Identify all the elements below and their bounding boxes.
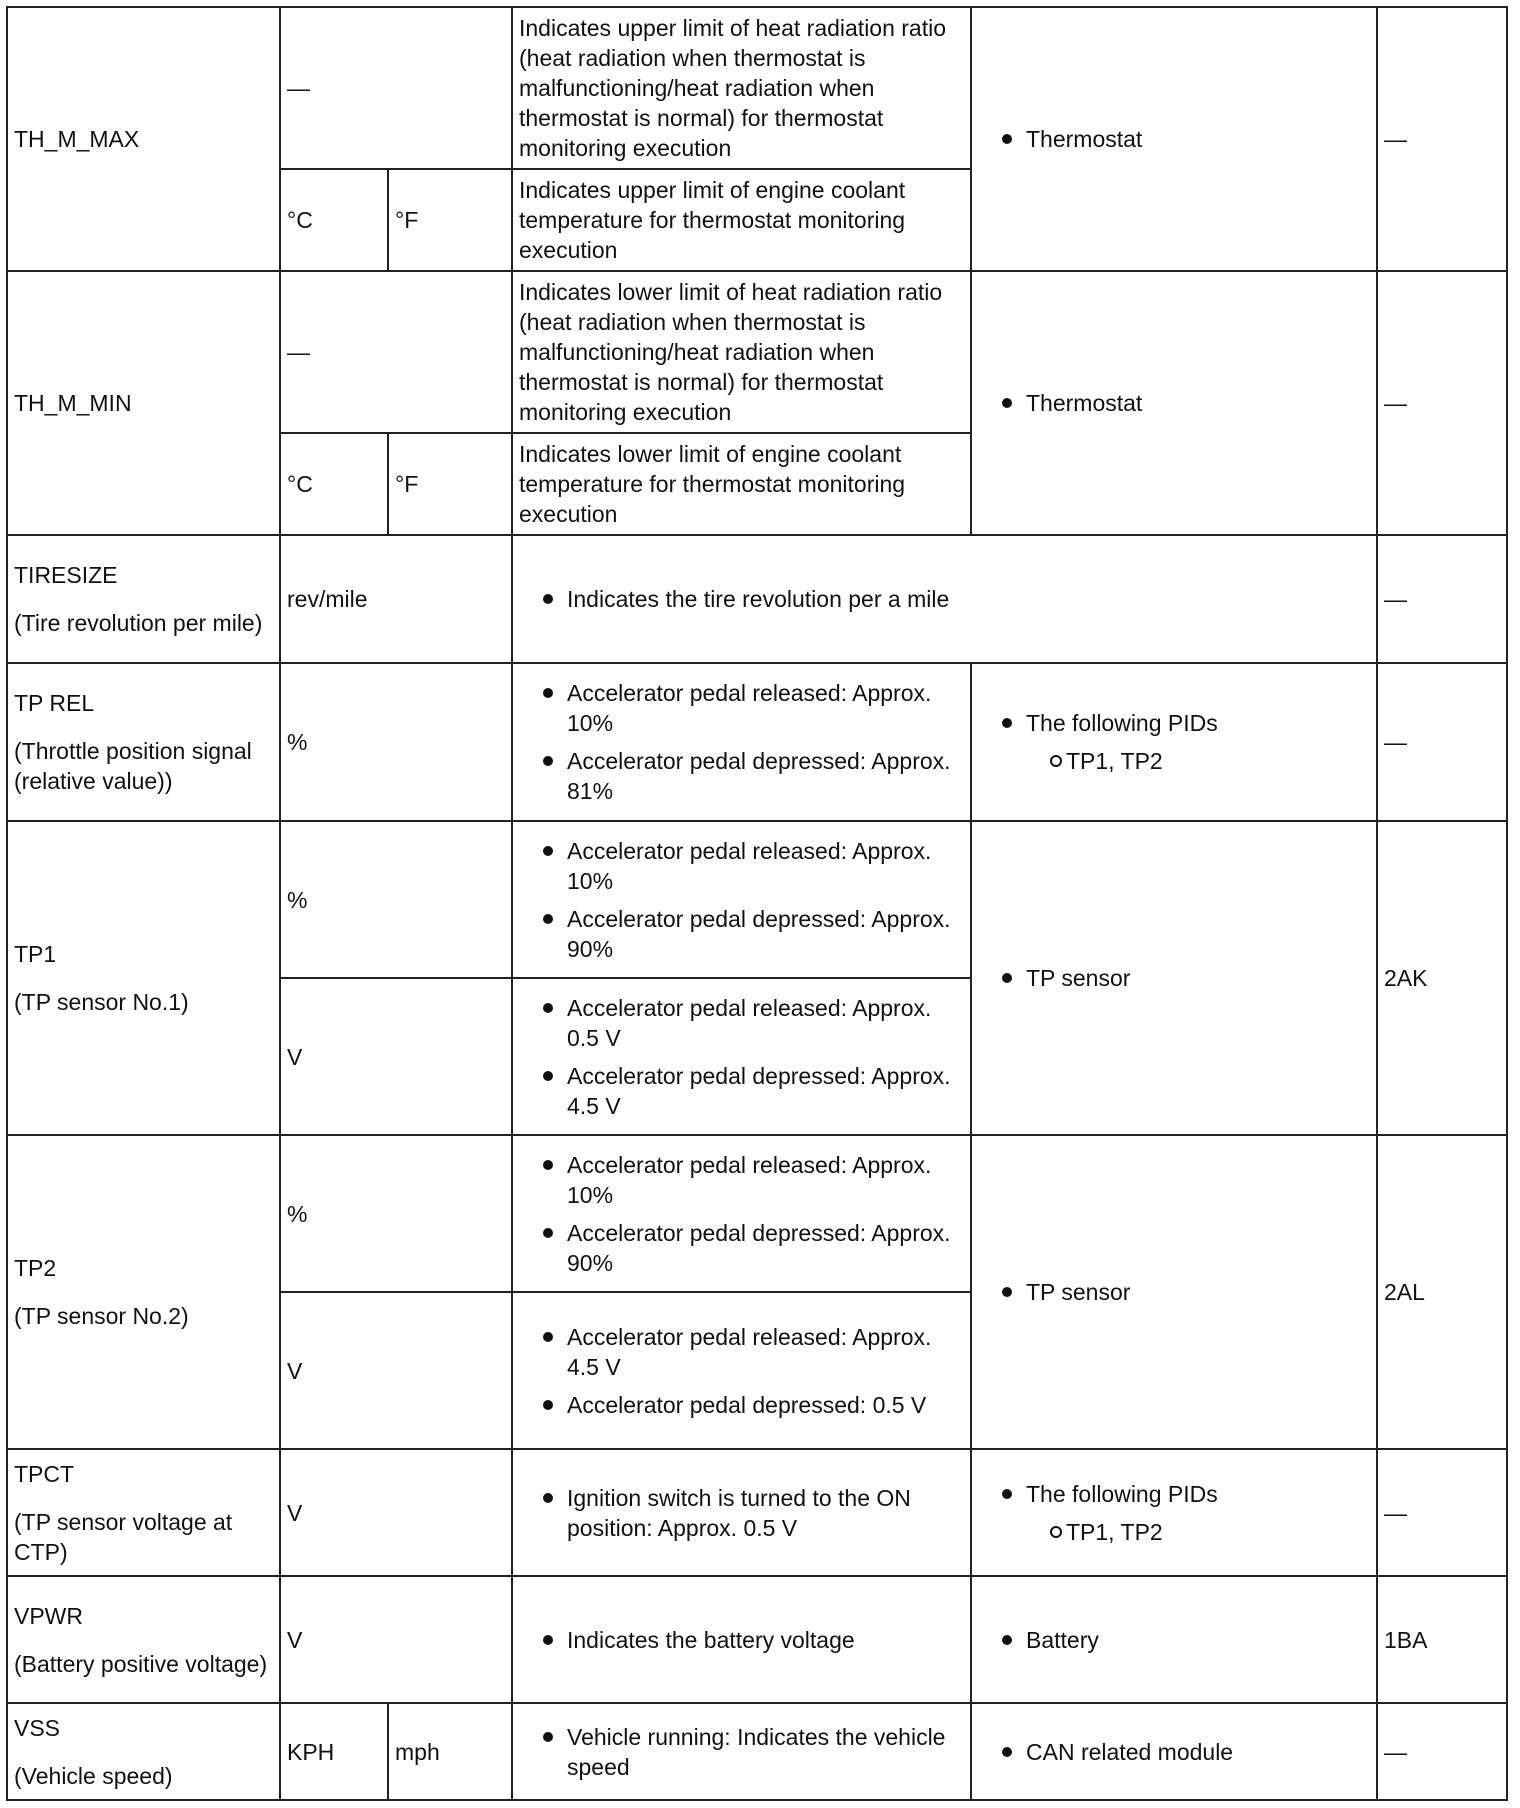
terminal: — xyxy=(1377,1703,1507,1800)
terminal: — xyxy=(1377,535,1507,663)
table-row xyxy=(7,1449,1507,1576)
check-item-text: TP sensor xyxy=(978,1277,1370,1307)
unit: — xyxy=(280,7,512,169)
table-row xyxy=(7,1703,1507,1800)
check-item-text: Battery xyxy=(978,1625,1370,1655)
pid-cell xyxy=(7,663,280,821)
check-item xyxy=(971,821,1377,1135)
unit: % xyxy=(280,663,512,821)
check-item-text: TP sensor xyxy=(978,963,1370,993)
check-subitem: TP1, TP2 xyxy=(1026,1517,1370,1547)
condition-text: Accelerator pedal depressed: 0.5 V xyxy=(519,1390,964,1420)
pid-name: TP REL xyxy=(14,690,95,716)
check-item-label: The following PIDs xyxy=(1026,710,1218,736)
unit: — xyxy=(280,271,512,433)
terminal: 1BA xyxy=(1377,1576,1507,1703)
check-item xyxy=(971,271,1377,535)
pid-description: (Throttle position signal (relative value)) xyxy=(14,738,252,794)
table-row xyxy=(7,1576,1507,1703)
condition xyxy=(512,1449,971,1576)
pid-description: (Vehicle speed) xyxy=(14,1762,173,1789)
condition-text: Accelerator pedal released: Approx. 10% xyxy=(519,836,964,896)
check-item xyxy=(971,1576,1377,1703)
pid-cell xyxy=(7,535,280,663)
condition-text: Ignition switch is turned to the ON position: Approx. 0.5 V xyxy=(519,1483,964,1543)
pid-name: TP1 xyxy=(14,941,57,967)
terminal: 2AL xyxy=(1377,1135,1507,1449)
unit-imperial: °F xyxy=(388,433,512,535)
pid-cell xyxy=(7,1576,280,1703)
pid-description: (Battery positive voltage) xyxy=(14,1650,268,1677)
pid-cell xyxy=(7,1449,280,1576)
pid-name: TH_M_MIN xyxy=(7,271,280,535)
table-row xyxy=(7,7,1507,169)
pid-description: (TP sensor voltage at CTP) xyxy=(14,1508,233,1565)
unit-metric: KPH xyxy=(280,1703,388,1800)
condition-text: Vehicle running: Indicates the vehicle speed xyxy=(519,1722,964,1782)
pid-description: (Tire revolution per mile) xyxy=(14,610,263,636)
check-item-text: Thermostat xyxy=(978,388,1370,418)
condition-text: Accelerator pedal depressed: Approx. 81% xyxy=(519,746,964,806)
unit-imperial: mph xyxy=(388,1703,512,1800)
unit: V xyxy=(280,1292,512,1449)
check-item xyxy=(971,1703,1377,1800)
terminal: — xyxy=(1377,663,1507,821)
unit: % xyxy=(280,821,512,978)
condition-text: Accelerator pedal released: Approx. 10% xyxy=(519,678,964,738)
check-item-text: CAN related module xyxy=(978,1737,1370,1767)
condition: Indicates upper limit of heat radiation ratio (heat radiation when thermostat is malfunctioning/heat radiation when thermostat is normal) for thermostat monitoring execution xyxy=(512,7,971,169)
condition xyxy=(512,1135,971,1292)
check-item-label: The following PIDs xyxy=(1026,1480,1218,1507)
pid-table xyxy=(6,6,1508,1801)
terminal: — xyxy=(1377,271,1507,535)
pid-name: VPWR xyxy=(14,1602,83,1629)
pid-description: (TP sensor No.1) xyxy=(14,989,189,1015)
pid-cell xyxy=(7,821,280,1135)
condition xyxy=(512,1576,971,1703)
condition-text: Indicates the tire revolution per a mile xyxy=(519,584,1370,614)
condition-text: Accelerator pedal depressed: Approx. 90% xyxy=(519,1218,964,1278)
check-item xyxy=(971,1449,1377,1576)
unit: V xyxy=(280,978,512,1135)
unit: V xyxy=(280,1576,512,1703)
check-subitem: TP1, TP2 xyxy=(1026,746,1370,776)
condition xyxy=(512,663,971,821)
condition: Indicates lower limit of engine coolant temperature for thermostat monitoring execution xyxy=(512,433,971,535)
pid-name: TPCT xyxy=(14,1460,75,1487)
condition: Indicates lower limit of heat radiation ratio (heat radiation when thermostat is malfunctioning/heat radiation when thermostat is normal) for thermostat monitoring execution xyxy=(512,271,971,433)
pid-cell xyxy=(7,1703,280,1800)
table-row xyxy=(7,271,1507,433)
terminal: — xyxy=(1377,7,1507,271)
check-item-text: Thermostat xyxy=(978,124,1370,154)
condition xyxy=(512,1703,971,1800)
table-row xyxy=(7,663,1507,821)
pid-name: TP2 xyxy=(14,1255,57,1281)
condition-text: Accelerator pedal released: Approx. 10% xyxy=(519,1150,964,1210)
pid-description: (TP sensor No.2) xyxy=(14,1303,189,1329)
terminal: — xyxy=(1377,1449,1507,1576)
unit-metric: °C xyxy=(280,433,388,535)
condition-text: Indicates the battery voltage xyxy=(519,1625,964,1655)
unit-metric: °C xyxy=(280,169,388,271)
check-item xyxy=(971,663,1377,821)
check-item xyxy=(971,7,1377,271)
condition-text: Accelerator pedal released: Approx. 0.5 V xyxy=(519,993,964,1053)
check-item-text xyxy=(978,708,1370,776)
table-row xyxy=(7,535,1507,663)
condition-text: Accelerator pedal released: Approx. 4.5 V xyxy=(519,1322,964,1382)
condition xyxy=(512,1292,971,1449)
check-item-text xyxy=(978,1479,1370,1547)
check-item xyxy=(971,1135,1377,1449)
condition: Indicates upper limit of engine coolant temperature for thermostat monitoring execution xyxy=(512,169,971,271)
table-row xyxy=(7,821,1507,978)
condition-text: Accelerator pedal depressed: Approx. 4.5 V xyxy=(519,1061,964,1121)
terminal: 2AK xyxy=(1377,821,1507,1135)
table-row xyxy=(7,1135,1507,1292)
unit: V xyxy=(280,1449,512,1576)
unit: rev/mile xyxy=(280,535,512,663)
pid-name: TIRESIZE xyxy=(14,562,118,588)
condition xyxy=(512,535,1377,663)
unit-imperial: °F xyxy=(388,169,512,271)
condition-text: Accelerator pedal depressed: Approx. 90% xyxy=(519,904,964,964)
unit: % xyxy=(280,1135,512,1292)
condition xyxy=(512,821,971,978)
pid-cell xyxy=(7,1135,280,1449)
pid-name: TH_M_MAX xyxy=(7,7,280,271)
pid-name: VSS xyxy=(14,1714,61,1741)
condition xyxy=(512,978,971,1135)
